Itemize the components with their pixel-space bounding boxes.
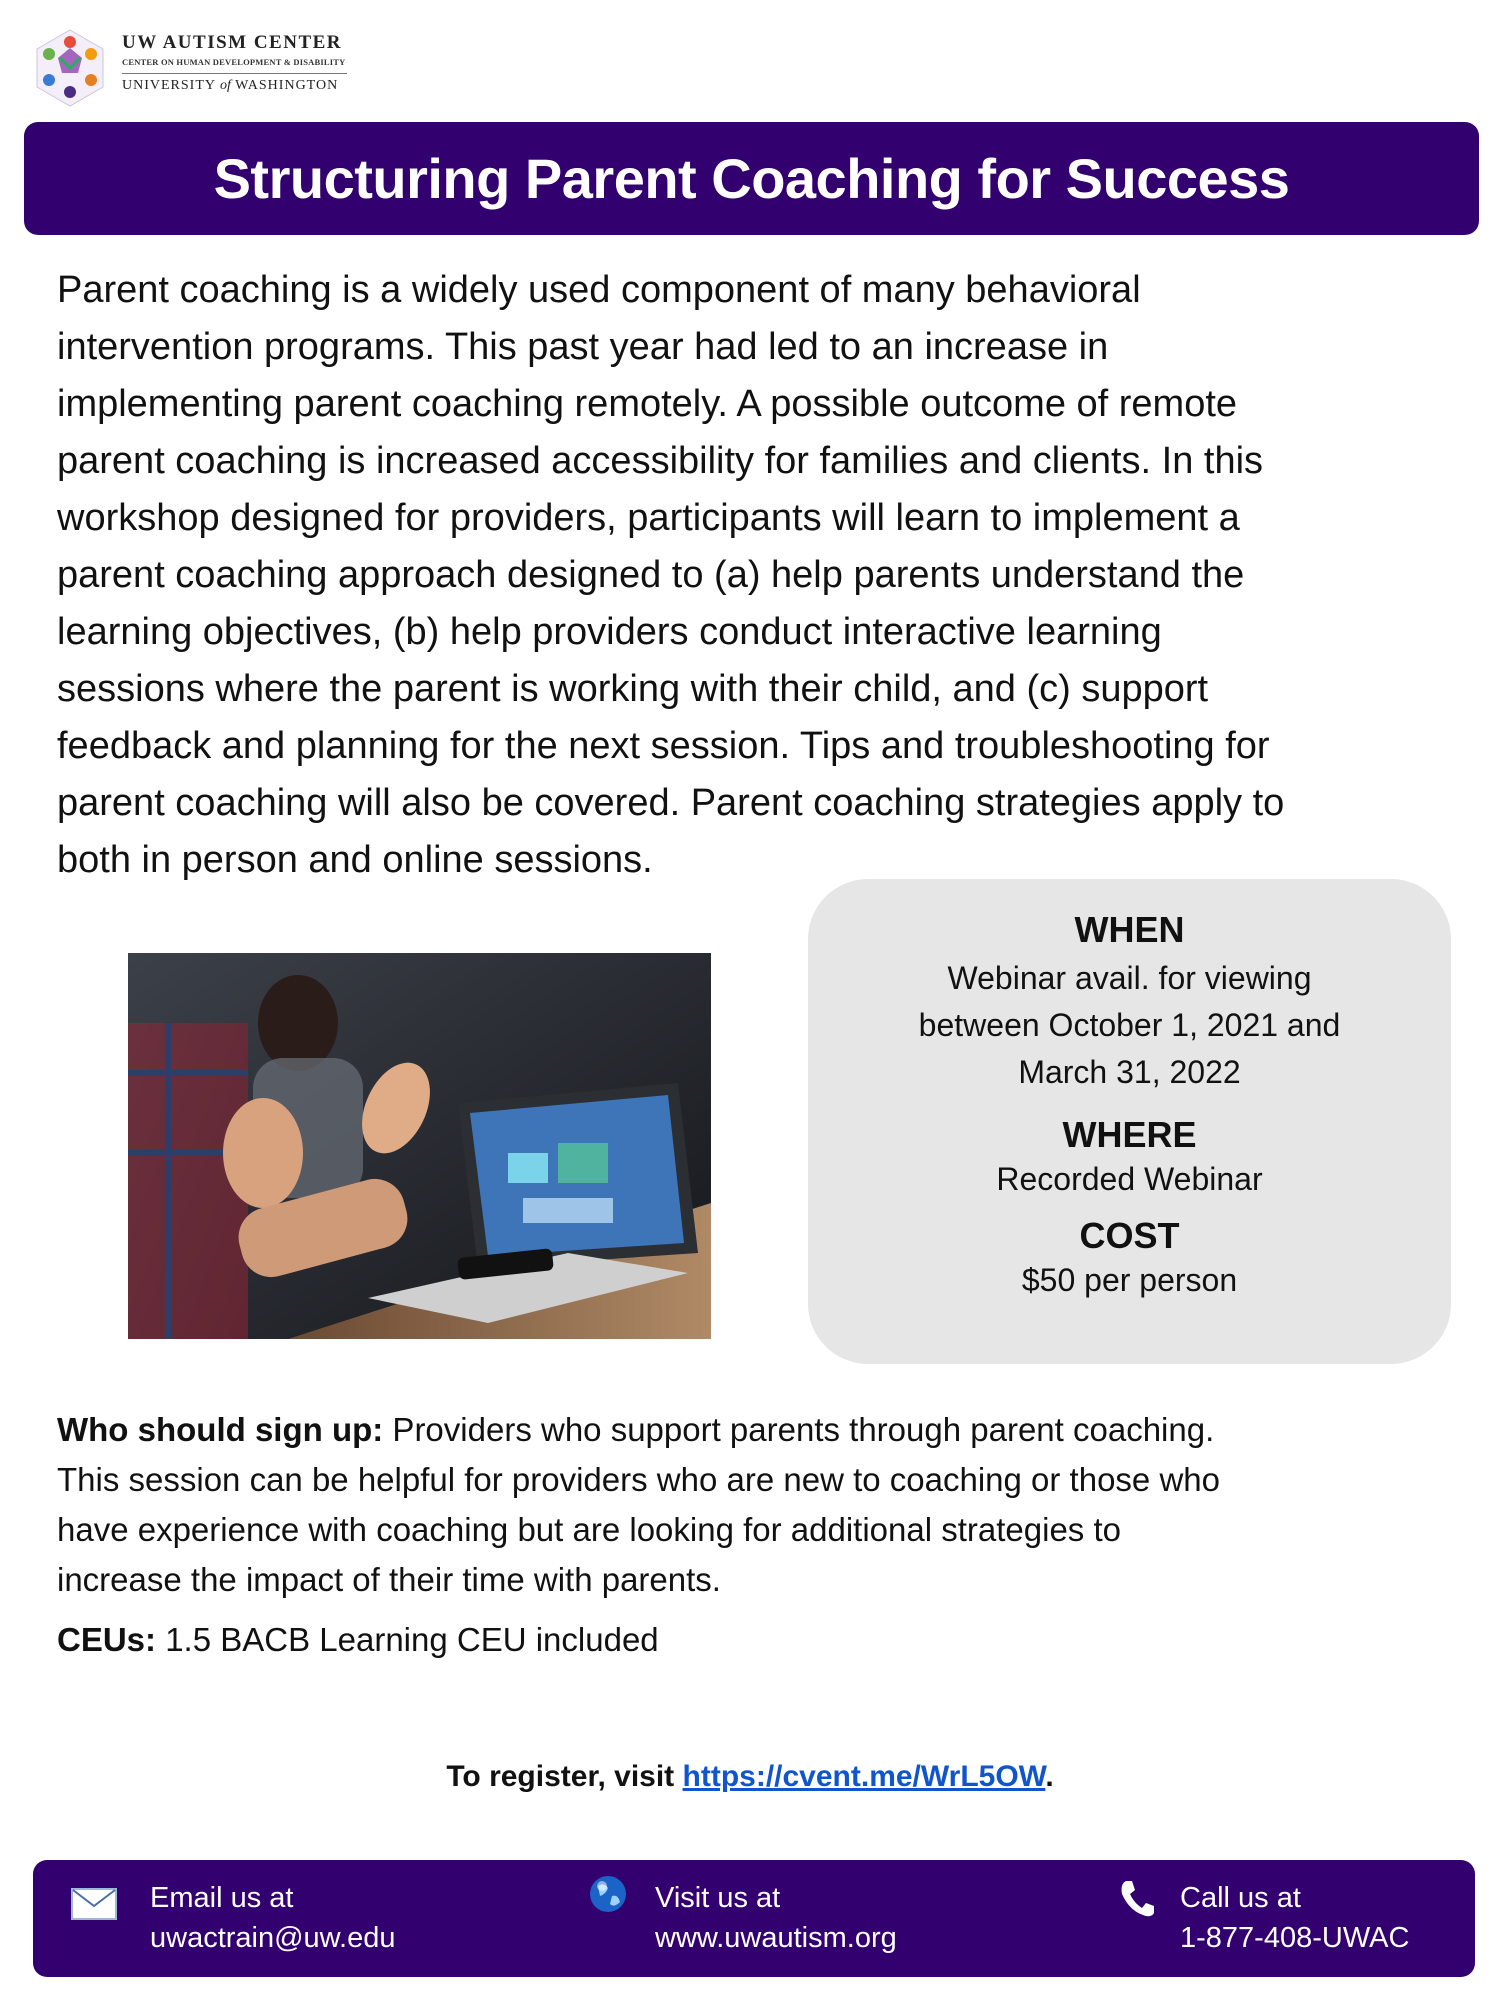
meeting-laptop-photo [128,953,711,1339]
register-line: To register, visit https://cvent.me/WrL5OW. [446,1760,1054,1793]
audience-paragraph [57,1405,1457,1605]
phone-label: Call us at [1180,1882,1301,1914]
email-label: Email us at [150,1882,294,1914]
org-divider [122,73,347,74]
when-line: Webinar avail. for viewing [947,960,1312,996]
when-heading: WHEN [1074,909,1185,950]
intro-line: workshop designed for providers, participants will learn to implement a [57,497,1240,539]
cost-section [808,1203,1451,1304]
intro-line: parent coaching is increased accessibility for families and clients. In this [57,440,1264,482]
intro-line: sessions where the parent is working with their child, and (c) support [57,668,1209,710]
where-value: Recorded Webinar [996,1161,1263,1197]
audience-line: have experience with coaching but are looking for additional strategies to [57,1511,1121,1548]
intro-line: parent coaching will also be covered. Parent coaching strategies apply to [57,782,1285,824]
intro-paragraph [57,262,1457,889]
title-banner [24,122,1479,235]
ceu-value: 1.5 BACB Learning CEU included [156,1621,659,1658]
globe-icon [588,1874,628,1919]
audience-line: increase the impact of their time with parents. [57,1561,721,1598]
phone-contact [1180,1878,1409,1958]
where-heading: WHERE [1062,1114,1197,1155]
audience-line: This session can be helpful for providers who are new to coaching or those who [57,1461,1220,1498]
audience-line: Who should sign up: Providers who support parents through parent coaching. [57,1411,1215,1448]
ceu-label: CEUs: [57,1621,157,1658]
event-info-box [808,879,1451,1364]
web-value[interactable]: www.uwautism.org [655,1922,897,1954]
org-name: UW AUTISM CENTER [122,32,343,53]
when-section [808,879,1451,1096]
email-contact [150,1878,395,1958]
email-value[interactable]: uwactrain@uw.edu [150,1922,396,1954]
web-contact [655,1878,897,1958]
intro-line: Parent coaching is a widely used component of many behavioral [57,269,1141,311]
intro-line: implementing parent coaching remotely. A possible outcome of remote [57,383,1238,425]
register-link[interactable]: https://cvent.me/WrL5OW [682,1760,1046,1793]
where-section [808,1096,1451,1203]
intro-line: intervention programs. This past year had led to an increase in [57,326,1109,368]
uw-autism-center-logo [30,28,110,108]
contact-footer [33,1860,1475,1977]
org-subtitle: CENTER ON HUMAN DEVELOPMENT & DISABILITY [122,57,346,67]
intro-line: learning objectives, (b) help providers conduct interactive learning [57,611,1162,653]
cost-value: $50 per person [1021,1262,1238,1298]
phone-icon [1118,1878,1156,1923]
intro-line: parent coaching approach designed to (a) help parents understand the [57,554,1245,596]
phone-value[interactable]: 1-877-408-UWAC [1180,1922,1410,1954]
cost-heading: COST [1079,1215,1180,1256]
university-name: UNIVERSITY of WASHINGTON [122,78,339,93]
when-line: March 31, 2022 [1018,1054,1241,1090]
audience-label: Who should sign up: [57,1411,384,1448]
page-title: Structuring Parent Coaching for Success [213,147,1290,210]
ceu-line [57,1621,659,1659]
web-label: Visit us at [655,1882,781,1914]
org-header [122,32,347,94]
intro-line: both in person and online sessions. [57,839,653,881]
intro-line: feedback and planning for the next session. Tips and troubleshooting for [57,725,1270,767]
when-line: between October 1, 2021 and [918,1007,1341,1043]
envelope-icon [71,1888,117,1925]
